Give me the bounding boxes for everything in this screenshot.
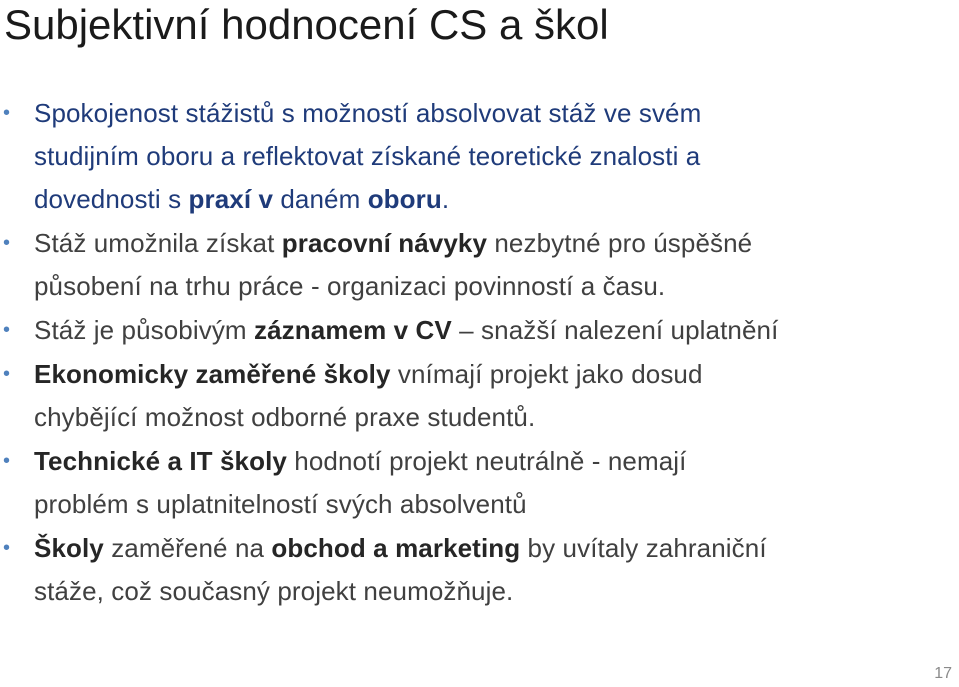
emphasis-text: obchod a marketing: [271, 533, 521, 563]
emphasis-text: Školy: [34, 533, 104, 563]
emphasis-text: praxí v: [188, 184, 274, 214]
bullet-dot-icon: •: [3, 102, 11, 124]
bullet-dot-icon: •: [3, 537, 11, 559]
bullet-dot-icon: •: [3, 319, 11, 341]
emphasis-text: Ekonomicky zaměřené školy: [34, 359, 391, 389]
bullet-dot-icon: •: [3, 232, 11, 254]
bullet-text-line: působení na trhu práce - organizaci povinností a času.: [34, 271, 666, 301]
bullet-text-line: dovednosti s praxí v daném oboru.: [34, 184, 450, 214]
bullet-text-line: Stáž je působivým záznamem v CV – snažší nalezení uplatnění: [34, 315, 779, 345]
bullet-text-line: studijním oboru a reflektovat získané teoretické znalosti a: [34, 141, 701, 171]
bullet-dot-icon: •: [3, 450, 11, 472]
bullet-text-line: stáže, což současný projekt neumožňuje.: [34, 576, 514, 606]
bullet-text-line: Školy zaměřené na obchod a marketing by uvítaly zahraniční: [34, 533, 767, 563]
emphasis-text: záznamem v CV: [254, 315, 452, 345]
bullet-item: [0, 353, 930, 439]
emphasis-text: Technické a IT školy: [34, 446, 287, 476]
emphasis-text: oboru: [367, 184, 442, 214]
slide-title: Subjektivní hodnocení CS a škol: [4, 1, 609, 48]
bullet-item: [0, 309, 930, 352]
bullet-text-line: Stáž umožnila získat pracovní návyky nezbytné pro úspěšné: [34, 228, 753, 258]
emphasis-text: pracovní návyky: [281, 228, 488, 258]
bullet-item: [0, 222, 930, 308]
bullet-text-line: Spokojenost stážistů s možností absolvovat stáž ve svém: [34, 98, 702, 128]
bullet-text-line: Ekonomicky zaměřené školy vnímají projekt jako dosud: [34, 359, 703, 389]
bullet-dot-icon: •: [3, 363, 11, 385]
page-number: 17: [934, 665, 952, 682]
bullet-text-line: Technické a IT školy hodnotí projekt neutrálně - nemají: [34, 446, 687, 476]
bullet-item: [0, 92, 930, 221]
bullet-list: [0, 92, 930, 614]
bullet-text-line: chybějící možnost odborné praxe studentů.: [34, 402, 536, 432]
bullet-item: [0, 527, 930, 613]
bullet-text-line: problém s uplatnitelností svých absolventů: [34, 489, 527, 519]
bullet-item: [0, 440, 930, 526]
